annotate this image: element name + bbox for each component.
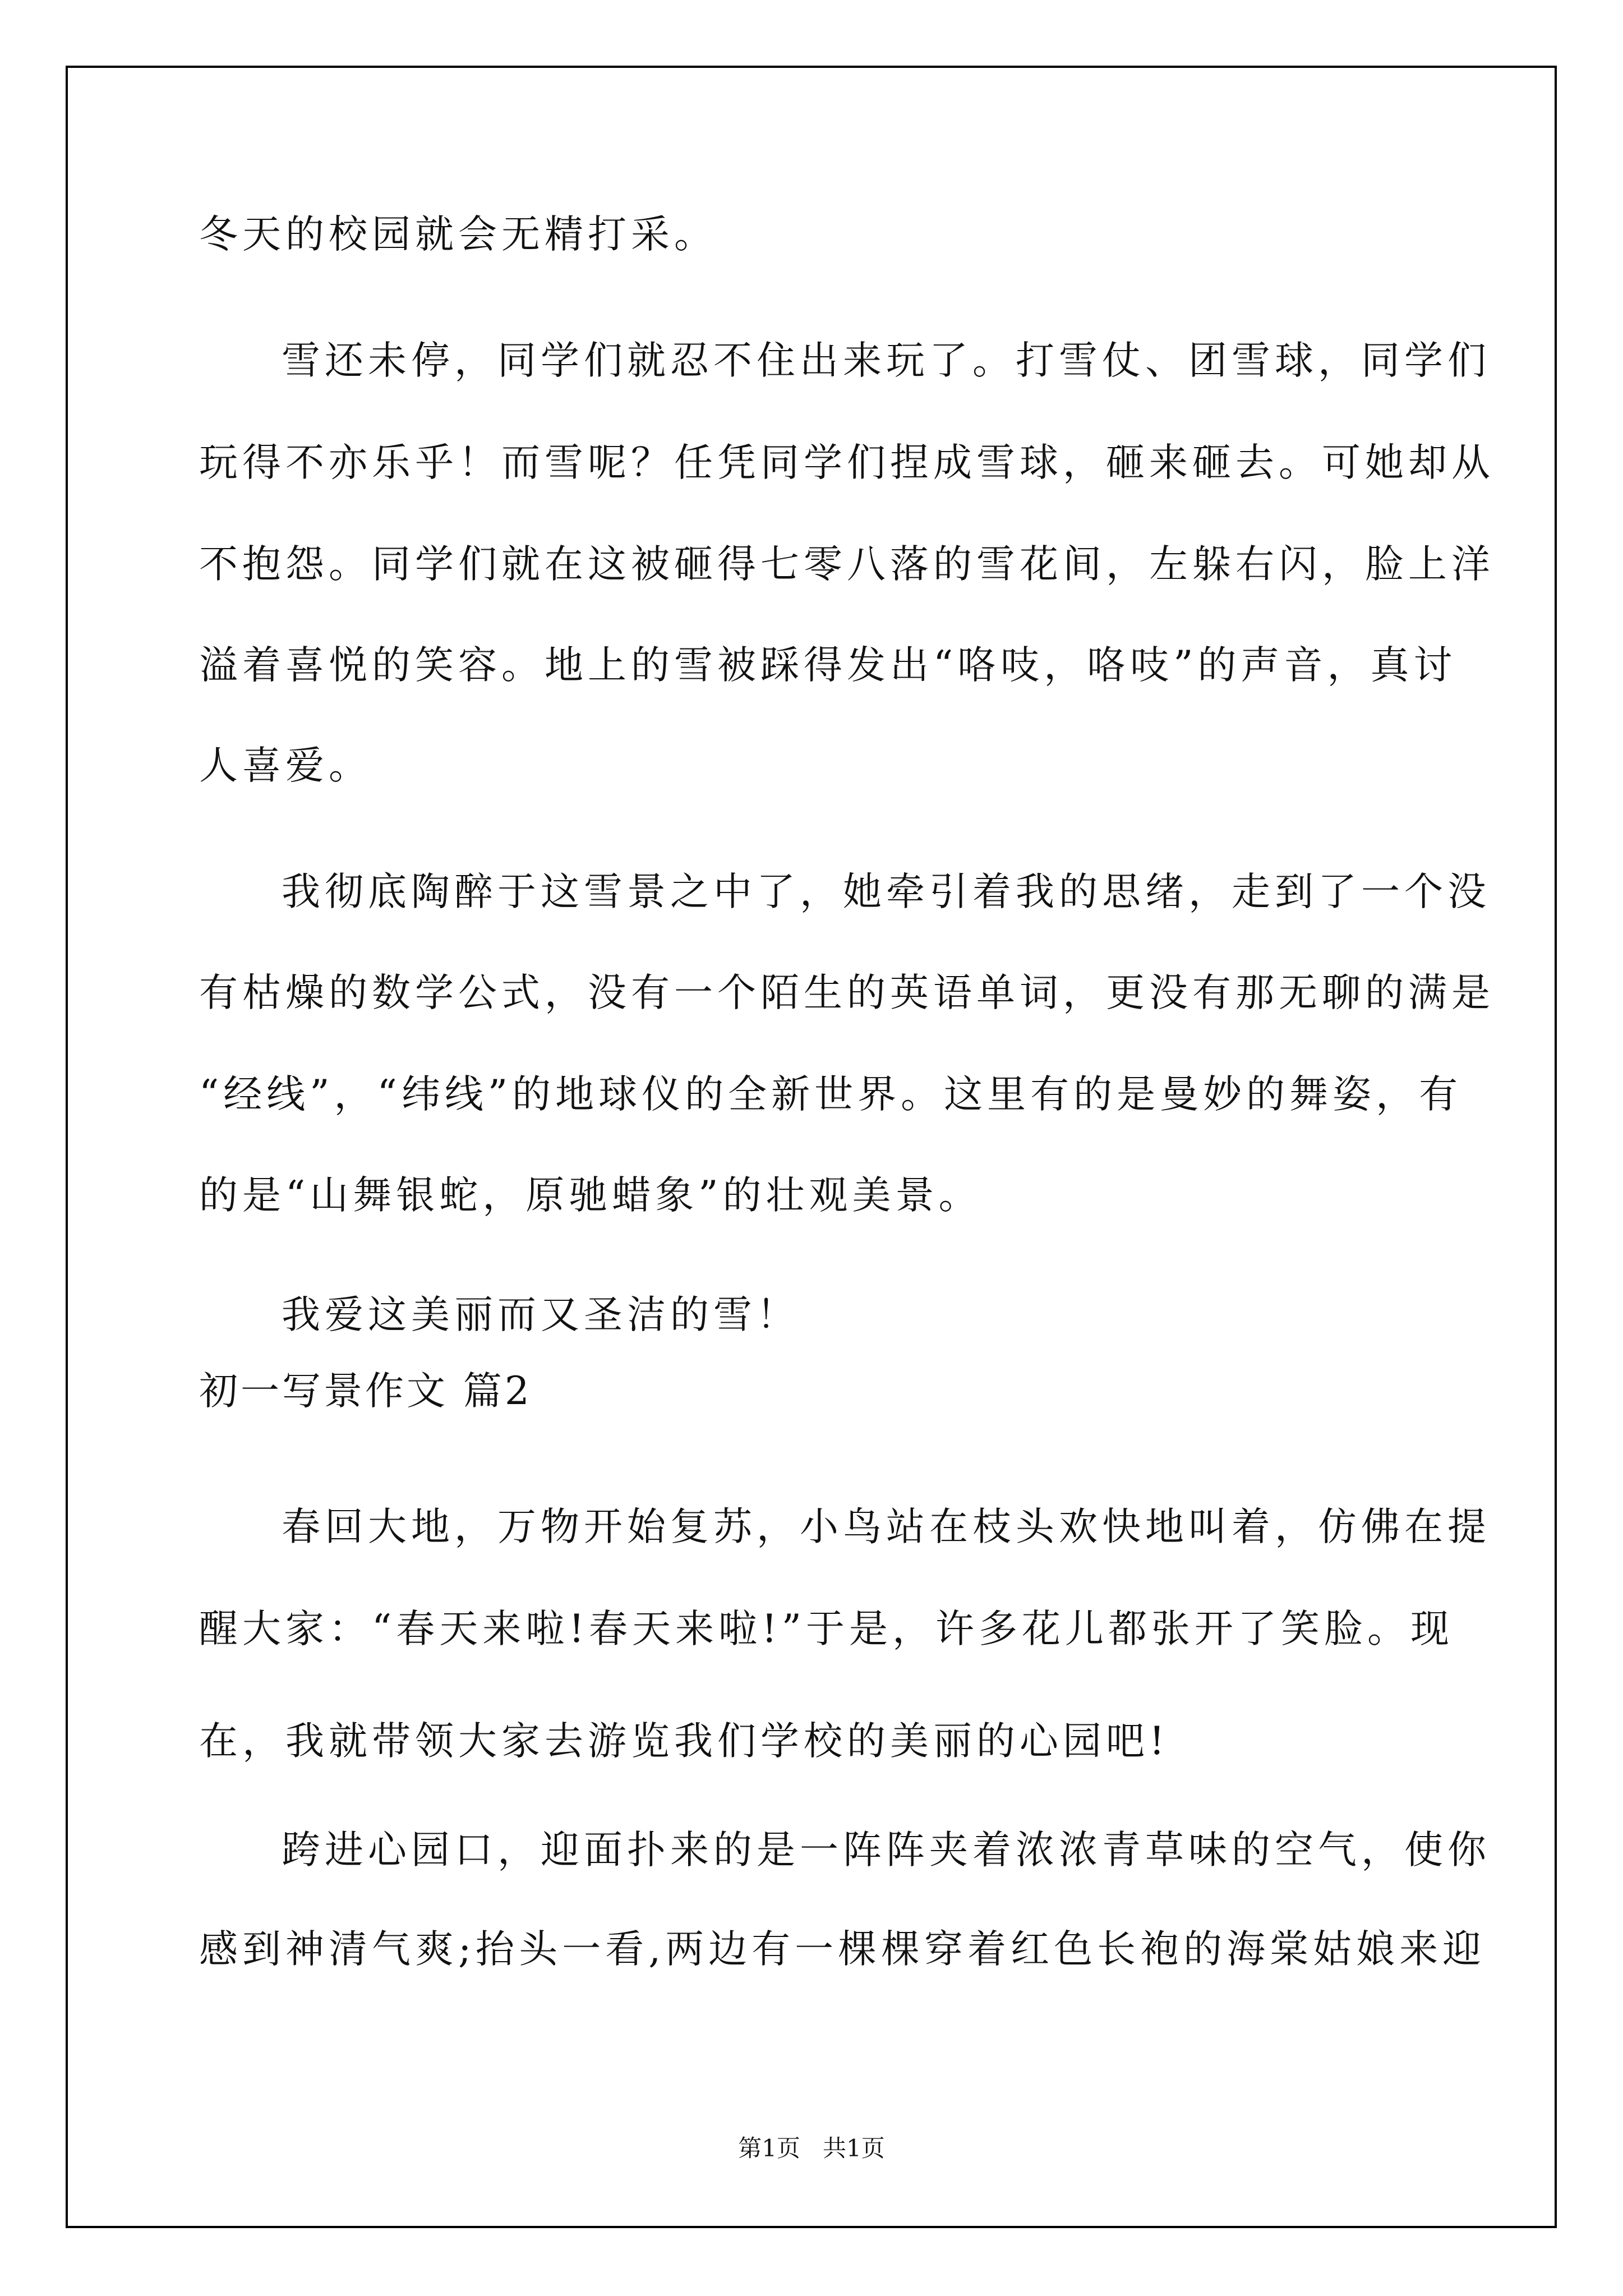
text-line: 跨进心园口，迎面扑来的是一阵阵夹着浓浓青草味的空气，使你 [282, 1828, 1491, 1872]
text-line: 我彻底陶醉于这雪景之中了，她牵引着我的思绪，走到了一个没 [282, 869, 1491, 914]
text-line: 醒大家：“春天来啦!春天来啦!”于是，许多花儿都张开了笑脸。现 [199, 1607, 1454, 1651]
text-line: 的是“山舞银蛇，原驰蜡象”的壮观美景。 [199, 1173, 982, 1218]
text-line: 在，我就带领大家去游览我们学校的美丽的心园吧! [199, 1719, 1169, 1764]
text-line: 春回大地，万物开始复苏，小鸟站在枝头欢快地叫着，仿佛在提 [282, 1504, 1491, 1549]
text-line: 有枯燥的数学公式，没有一个陌生的英语单词，更没有那无聊的满是 [199, 970, 1495, 1015]
text-line: 溢着喜悦的笑容。地上的雪被踩得发出“咯吱，咯吱”的声音，真讨 [199, 643, 1457, 688]
text-line: “经线”，“纬线”的地球仪的全新世界。这里有的是曼妙的舞姿，有 [199, 1072, 1463, 1117]
text-line: 不抱怨。同学们就在这被砸得七零八落的雪花间，左躲右闪，脸上洋 [199, 542, 1495, 587]
text-line: 人喜爱。 [199, 743, 372, 788]
page-number-footer: 第1页 共1页 [738, 2134, 885, 2162]
text-line: 我爱这美丽而又圣洁的雪！ [282, 1292, 800, 1337]
text-line: 玩得不亦乐乎！而雪呢？任凭同学们捏成雪球，砸来砸去。可她却从 [199, 440, 1495, 485]
page-border [66, 66, 1557, 2228]
text-line: 雪还未停，同学们就忍不住出来玩了。打雪仗、团雪球，同学们 [282, 338, 1491, 383]
text-line: 感到神清气爽;抬头一看,两边有一棵棵穿着红色长袍的海棠姑娘来迎 [199, 1927, 1486, 1972]
section-heading: 初一写景作文 篇2 [199, 1369, 532, 1414]
text-line: 冬天的校园就会无精打采。 [199, 212, 717, 257]
